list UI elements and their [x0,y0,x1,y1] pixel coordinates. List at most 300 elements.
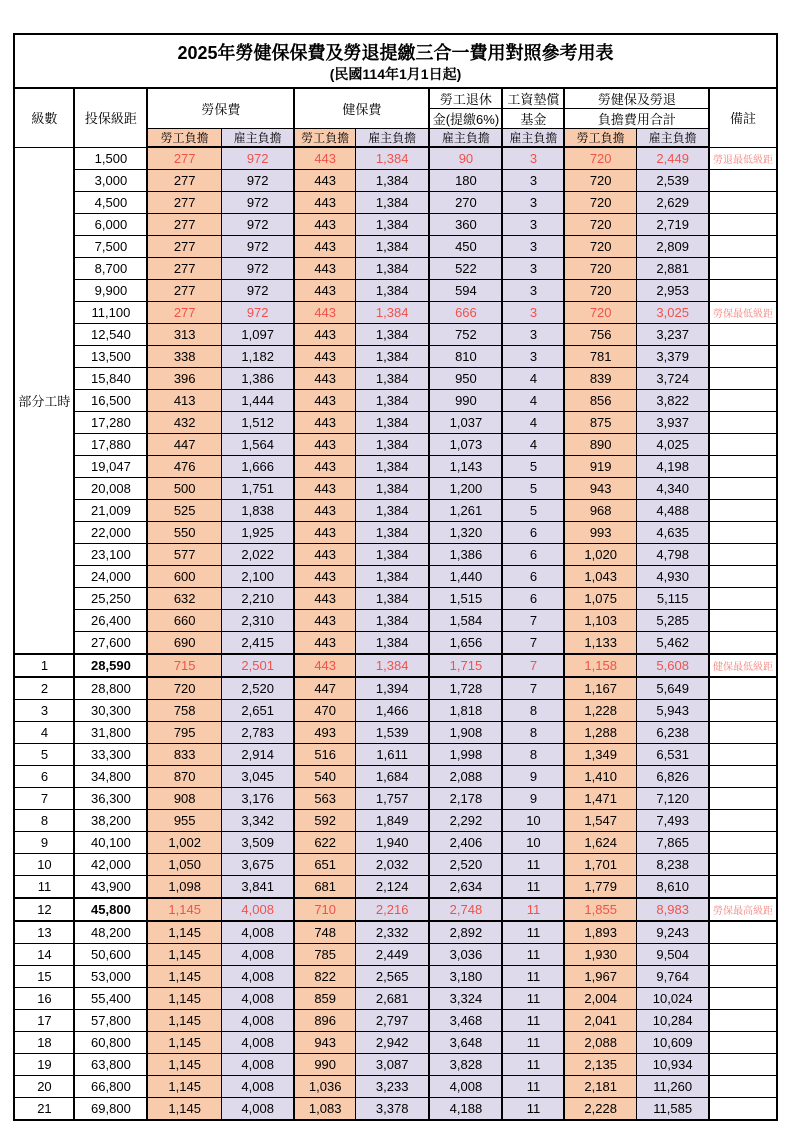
fund-employer-cell: 6 [502,522,564,544]
pension-employer-cell: 1,584 [429,610,502,632]
pension-employer-cell: 3,828 [429,1054,502,1076]
remark-cell [709,368,776,390]
pension-employer-cell: 2,520 [429,854,502,876]
labor-employee-cell: 277 [147,170,221,192]
pension-employer-cell: 1,998 [429,744,502,766]
labor-employee-cell: 1,145 [147,966,221,988]
labor-employer-cell: 2,520 [221,677,294,700]
health-employer-cell: 2,797 [355,1010,429,1032]
fund-employer-cell: 11 [502,1032,564,1054]
health-employee-cell: 516 [294,744,355,766]
table-row [14,898,776,921]
labor-employee-cell: 955 [147,810,221,832]
remark-cell [709,588,776,610]
bracket-cell: 57,800 [74,1010,147,1032]
labor-employee-cell: 1,002 [147,832,221,854]
total-employer-cell: 3,937 [636,412,709,434]
labor-employer-cell: 2,022 [221,544,294,566]
labor-employer-cell: 2,310 [221,610,294,632]
fund-employer-cell: 11 [502,988,564,1010]
total-employer-cell: 3,379 [636,346,709,368]
remark-cell [709,966,776,988]
bracket-cell: 15,840 [74,368,147,390]
health-employee-cell: 443 [294,368,355,390]
health-employer-cell: 1,384 [355,258,429,280]
pension-employer-cell: 2,634 [429,876,502,899]
table-row [14,1010,776,1032]
remark-cell [709,346,776,368]
health-employer-cell: 1,757 [355,788,429,810]
health-employee-cell: 1,036 [294,1076,355,1098]
remark-cell [709,544,776,566]
total-employee-cell: 1,288 [564,722,636,744]
fund-employer-cell: 3 [502,192,564,214]
total-employer-cell: 3,237 [636,324,709,346]
health-employee-cell: 943 [294,1032,355,1054]
total-employee-cell: 890 [564,434,636,456]
remark-cell [709,1076,776,1098]
fund-employer-cell: 8 [502,744,564,766]
health-employer-cell: 1,384 [355,632,429,655]
remark-cell [709,944,776,966]
fund-employer-cell: 4 [502,368,564,390]
pension-employer-cell: 1,728 [429,677,502,700]
labor-employer-cell: 972 [221,170,294,192]
remark-cell [709,456,776,478]
fund-employer-cell: 3 [502,236,564,258]
labor-employee-cell: 396 [147,368,221,390]
fund-employer-cell: 3 [502,302,564,324]
level-cell: 3 [14,700,74,722]
pension-employer-cell: 2,748 [429,898,502,921]
health-employer-cell: 1,384 [355,456,429,478]
health-employer-cell: 1,384 [355,390,429,412]
total-employee-cell: 720 [564,258,636,280]
pension-employer-cell: 810 [429,346,502,368]
table-row [14,566,776,588]
total-employee-cell: 720 [564,302,636,324]
table-row [14,632,776,655]
title-cell [14,34,776,88]
total-employee-cell: 1,167 [564,677,636,700]
bracket-cell: 43,900 [74,876,147,899]
total-employer-cell: 6,531 [636,744,709,766]
bracket-cell: 53,000 [74,966,147,988]
bracket-cell: 40,100 [74,832,147,854]
total-employee-cell: 1,043 [564,566,636,588]
remark-cell [709,500,776,522]
col-header-fund-line2: 基金 [502,109,564,129]
level-cell: 14 [14,944,74,966]
total-employee-cell: 1,471 [564,788,636,810]
total-employee-cell: 856 [564,390,636,412]
labor-employee-cell: 500 [147,478,221,500]
total-employee-cell: 2,041 [564,1010,636,1032]
remark-cell [709,280,776,302]
total-employer-cell: 3,724 [636,368,709,390]
level-cell: 9 [14,832,74,854]
fund-employer-cell: 3 [502,258,564,280]
bracket-cell: 9,900 [74,280,147,302]
labor-employer-cell: 1,512 [221,412,294,434]
fund-employer-cell: 6 [502,566,564,588]
labor-employer-cell: 4,008 [221,944,294,966]
fund-employer-cell: 3 [502,346,564,368]
health-employee-cell: 651 [294,854,355,876]
health-employer-cell: 1,384 [355,566,429,588]
table-row [14,500,776,522]
total-employer-cell: 5,115 [636,588,709,610]
total-employer-cell: 4,798 [636,544,709,566]
total-employer-cell: 9,764 [636,966,709,988]
total-employee-cell: 919 [564,456,636,478]
total-employer-cell: 2,449 [636,147,709,170]
table-row [14,302,776,324]
labor-employer-cell: 3,509 [221,832,294,854]
labor-employer-cell: 2,415 [221,632,294,655]
table-row [14,1032,776,1054]
pension-employer-cell: 1,261 [429,500,502,522]
fund-employer-cell: 6 [502,588,564,610]
remark-cell [709,610,776,632]
pension-employer-cell: 1,656 [429,632,502,655]
table-row [14,1098,776,1121]
col-header-total-employee: 勞工負擔 [564,129,636,148]
table-row [14,1076,776,1098]
table-row [14,1054,776,1076]
labor-employee-cell: 1,050 [147,854,221,876]
total-employee-cell: 1,349 [564,744,636,766]
total-employer-cell: 2,719 [636,214,709,236]
col-header-remark: 備註 [709,88,776,147]
total-employer-cell: 8,238 [636,854,709,876]
health-employee-cell: 470 [294,700,355,722]
fund-employer-cell: 5 [502,478,564,500]
bracket-cell: 45,800 [74,898,147,921]
total-employee-cell: 1,103 [564,610,636,632]
health-employer-cell: 1,384 [355,368,429,390]
fund-employer-cell: 3 [502,324,564,346]
labor-employer-cell: 972 [221,236,294,258]
labor-employer-cell: 972 [221,147,294,170]
fund-employer-cell: 7 [502,610,564,632]
bracket-cell: 6,000 [74,214,147,236]
table-row [14,610,776,632]
title-row [14,34,776,88]
remark-cell [709,1032,776,1054]
level-cell-part-time: 部分工時 [14,147,74,654]
fund-employer-cell: 5 [502,500,564,522]
health-employer-cell: 1,384 [355,522,429,544]
table-row [14,147,776,170]
bracket-cell: 33,300 [74,744,147,766]
fund-employer-cell: 4 [502,412,564,434]
fund-employer-cell: 4 [502,434,564,456]
health-employer-cell: 3,233 [355,1076,429,1098]
total-employer-cell: 4,488 [636,500,709,522]
level-cell: 1 [14,654,74,677]
remark-cell [709,170,776,192]
bracket-cell: 1,500 [74,147,147,170]
remark-cell [709,324,776,346]
bracket-cell: 26,400 [74,610,147,632]
table-row [14,390,776,412]
health-employee-cell: 592 [294,810,355,832]
fund-employer-cell: 3 [502,170,564,192]
total-employee-cell: 720 [564,280,636,302]
labor-employer-cell: 972 [221,192,294,214]
remark-cell [709,1098,776,1121]
total-employer-cell: 8,983 [636,898,709,921]
total-employee-cell: 943 [564,478,636,500]
health-employee-cell: 443 [294,566,355,588]
total-employee-cell: 839 [564,368,636,390]
labor-employer-cell: 3,675 [221,854,294,876]
health-employee-cell: 443 [294,346,355,368]
table-row [14,478,776,500]
pension-employer-cell: 522 [429,258,502,280]
remark-cell [709,522,776,544]
health-employer-cell: 1,384 [355,302,429,324]
table-row [14,170,776,192]
total-employer-cell: 5,649 [636,677,709,700]
health-employee-cell: 443 [294,434,355,456]
level-cell: 21 [14,1098,74,1121]
pension-employer-cell: 3,468 [429,1010,502,1032]
level-cell: 15 [14,966,74,988]
health-employer-cell: 1,384 [355,588,429,610]
level-cell: 6 [14,766,74,788]
remark-cell [709,744,776,766]
total-employer-cell: 9,504 [636,944,709,966]
labor-employer-cell: 3,342 [221,810,294,832]
remark-cell [709,478,776,500]
table-row [14,456,776,478]
health-employer-cell: 1,684 [355,766,429,788]
table-subtitle: (民國114年1月1日起) [329,66,462,82]
labor-employee-cell: 1,145 [147,988,221,1010]
pension-employer-cell: 1,200 [429,478,502,500]
labor-employee-cell: 870 [147,766,221,788]
labor-employee-cell: 1,145 [147,1032,221,1054]
remark-cell [709,214,776,236]
health-employee-cell: 443 [294,412,355,434]
health-employee-cell: 443 [294,522,355,544]
level-cell: 19 [14,1054,74,1076]
col-header-labor-insurance: 勞保費 [147,88,294,129]
table-row [14,832,776,854]
health-employee-cell: 443 [294,632,355,655]
labor-employee-cell: 660 [147,610,221,632]
bracket-cell: 42,000 [74,854,147,876]
table-row [14,544,776,566]
table-row [14,944,776,966]
labor-employer-cell: 1,097 [221,324,294,346]
bracket-cell: 20,008 [74,478,147,500]
health-employee-cell: 443 [294,258,355,280]
labor-employer-cell: 4,008 [221,898,294,921]
remark-cell [709,192,776,214]
labor-employee-cell: 277 [147,280,221,302]
level-cell: 7 [14,788,74,810]
labor-employee-cell: 1,145 [147,1098,221,1121]
remark-cell [709,390,776,412]
fund-employer-cell: 11 [502,966,564,988]
table-body [14,147,776,1120]
total-employer-cell: 4,930 [636,566,709,588]
health-employer-cell: 3,378 [355,1098,429,1121]
labor-employer-cell: 3,176 [221,788,294,810]
total-employee-cell: 1,075 [564,588,636,610]
table-row [14,258,776,280]
remark-cell [709,566,776,588]
total-employer-cell: 2,809 [636,236,709,258]
pension-employer-cell: 752 [429,324,502,346]
col-header-pension-line2: 金(提繳6%) [429,109,502,129]
health-employer-cell: 1,384 [355,610,429,632]
labor-employee-cell: 577 [147,544,221,566]
total-employee-cell: 720 [564,214,636,236]
pension-employer-cell: 3,180 [429,966,502,988]
table-row [14,280,776,302]
health-employer-cell: 1,384 [355,236,429,258]
fund-employer-cell: 3 [502,280,564,302]
table-row [14,700,776,722]
fund-employer-cell: 10 [502,832,564,854]
labor-employee-cell: 313 [147,324,221,346]
col-header-fund-line1: 工資墊償 [502,88,564,109]
table-row [14,346,776,368]
table-row [14,522,776,544]
remark-cell [709,236,776,258]
health-employee-cell: 563 [294,788,355,810]
remark-cell [709,876,776,899]
fund-employer-cell: 11 [502,944,564,966]
health-employee-cell: 493 [294,722,355,744]
level-cell: 20 [14,1076,74,1098]
labor-employee-cell: 632 [147,588,221,610]
labor-employer-cell: 4,008 [221,1032,294,1054]
bracket-cell: 17,280 [74,412,147,434]
total-employee-cell: 1,967 [564,966,636,988]
health-employee-cell: 681 [294,876,355,899]
total-employer-cell: 3,025 [636,302,709,324]
health-employer-cell: 1,384 [355,346,429,368]
pension-employer-cell: 4,188 [429,1098,502,1121]
remark-cell [709,434,776,456]
labor-employer-cell: 4,008 [221,921,294,944]
header-row-groups [14,88,776,109]
health-employer-cell: 2,216 [355,898,429,921]
pension-employer-cell: 2,292 [429,810,502,832]
health-employer-cell: 3,087 [355,1054,429,1076]
health-employer-cell: 1,539 [355,722,429,744]
labor-employee-cell: 600 [147,566,221,588]
table-row [14,854,776,876]
bracket-cell: 11,100 [74,302,147,324]
fund-employer-cell: 11 [502,1010,564,1032]
col-header-labor-employee: 勞工負擔 [147,129,221,148]
remark-cell [709,258,776,280]
total-employer-cell: 10,609 [636,1032,709,1054]
pension-employer-cell: 180 [429,170,502,192]
total-employee-cell: 720 [564,192,636,214]
bracket-cell: 28,590 [74,654,147,677]
health-employer-cell: 1,384 [355,170,429,192]
health-employee-cell: 443 [294,654,355,677]
total-employer-cell: 2,953 [636,280,709,302]
health-employee-cell: 540 [294,766,355,788]
health-employer-cell: 2,681 [355,988,429,1010]
col-header-health-insurance: 健保費 [294,88,429,129]
health-employee-cell: 1,083 [294,1098,355,1121]
health-employee-cell: 443 [294,390,355,412]
total-employee-cell: 2,181 [564,1076,636,1098]
total-employee-cell: 756 [564,324,636,346]
health-employer-cell: 2,942 [355,1032,429,1054]
health-employee-cell: 443 [294,280,355,302]
col-header-health-employee: 勞工負擔 [294,129,355,148]
health-employee-cell: 443 [294,588,355,610]
total-employer-cell: 6,238 [636,722,709,744]
table-row [14,744,776,766]
health-employer-cell: 2,449 [355,944,429,966]
pension-employer-cell: 450 [429,236,502,258]
health-employer-cell: 1,611 [355,744,429,766]
remark-cell [709,722,776,744]
health-employer-cell: 2,124 [355,876,429,899]
total-employee-cell: 1,547 [564,810,636,832]
labor-employer-cell: 1,444 [221,390,294,412]
bracket-cell: 48,200 [74,921,147,944]
labor-employer-cell: 1,838 [221,500,294,522]
total-employer-cell: 11,260 [636,1076,709,1098]
pension-employer-cell: 1,715 [429,654,502,677]
total-employee-cell: 1,410 [564,766,636,788]
bracket-cell: 27,600 [74,632,147,655]
total-employer-cell: 2,881 [636,258,709,280]
pension-employer-cell: 1,440 [429,566,502,588]
pension-employer-cell: 3,036 [429,944,502,966]
total-employee-cell: 1,930 [564,944,636,966]
col-header-health-employer: 雇主負擔 [355,129,429,148]
remark-cell [709,988,776,1010]
health-employer-cell: 1,384 [355,280,429,302]
pension-employer-cell: 1,073 [429,434,502,456]
remark-cell [709,1010,776,1032]
pension-employer-cell: 2,892 [429,921,502,944]
remark-cell: 勞退最低級距 [709,147,776,170]
remark-cell [709,632,776,655]
bracket-cell: 23,100 [74,544,147,566]
table-row [14,788,776,810]
bracket-cell: 63,800 [74,1054,147,1076]
total-employee-cell: 1,158 [564,654,636,677]
health-employee-cell: 447 [294,677,355,700]
health-employee-cell: 710 [294,898,355,921]
col-header-level: 級數 [14,88,74,147]
health-employer-cell: 2,565 [355,966,429,988]
level-cell: 17 [14,1010,74,1032]
remark-cell [709,854,776,876]
fund-employer-cell: 11 [502,854,564,876]
table-row [14,588,776,610]
labor-employee-cell: 1,145 [147,1054,221,1076]
labor-employer-cell: 1,751 [221,478,294,500]
table-row [14,876,776,899]
labor-employer-cell: 972 [221,302,294,324]
bracket-cell: 34,800 [74,766,147,788]
